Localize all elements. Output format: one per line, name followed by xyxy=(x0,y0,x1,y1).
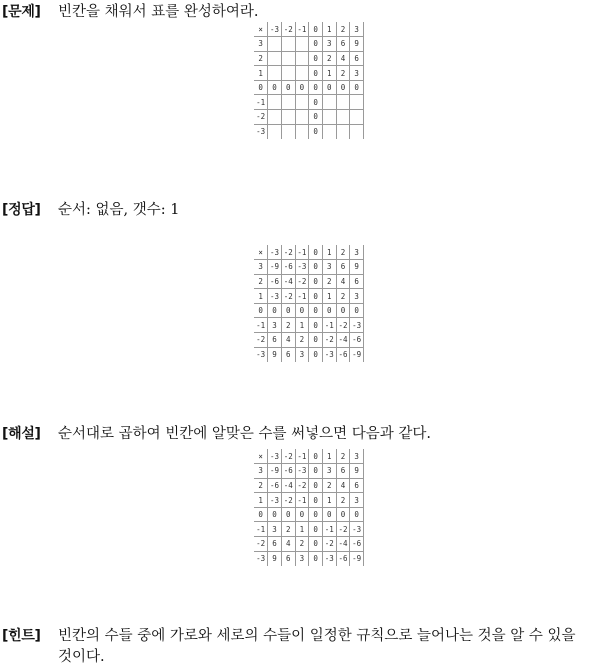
table-cell: 0 xyxy=(309,507,323,522)
table-cell: -6 xyxy=(281,260,295,275)
table-header-cell: -1 xyxy=(254,95,268,110)
table-cell: 1 xyxy=(295,522,309,537)
table-header-cell: -3 xyxy=(268,245,282,260)
table-row xyxy=(254,303,364,318)
table-cell: 3 xyxy=(322,260,336,275)
table-row xyxy=(254,333,364,348)
table-cell: 0 xyxy=(268,303,282,318)
table-cell: -2 xyxy=(295,274,309,289)
table-cell: -6 xyxy=(350,537,364,552)
table-cell: -6 xyxy=(268,478,282,493)
table-cell: 4 xyxy=(336,51,350,66)
table-cell: 6 xyxy=(350,478,364,493)
table-cell: 1 xyxy=(295,318,309,333)
table-cell: 2 xyxy=(295,333,309,348)
table-cell xyxy=(268,37,282,52)
table-cell: 4 xyxy=(336,478,350,493)
table-cell: 0 xyxy=(268,507,282,522)
table-header-cell: -1 xyxy=(254,522,268,537)
table-cell: 0 xyxy=(309,347,323,362)
solution-text: 순서대로 곱하여 빈칸에 알맞은 수를 써넣으면 다음과 같다. xyxy=(58,426,432,442)
table-cell: 2 xyxy=(322,51,336,66)
table-cell: -3 xyxy=(295,260,309,275)
table-cell: 3 xyxy=(350,66,364,81)
problem-text: 빈칸을 채워서 표를 완성하여라. xyxy=(58,4,259,20)
table-row xyxy=(254,318,364,333)
table-cell: -6 xyxy=(281,464,295,479)
solution-tag: [해설] xyxy=(2,426,41,442)
table-cell: 0 xyxy=(309,37,323,52)
table-row xyxy=(254,37,364,52)
table-header-cell: 3 xyxy=(254,464,268,479)
table-header-cell: 1 xyxy=(322,22,336,37)
table-cell xyxy=(295,37,309,52)
table-cell: 1 xyxy=(322,66,336,81)
table-cell: 6 xyxy=(336,37,350,52)
table-cell: 6 xyxy=(268,333,282,348)
table-cell: 0 xyxy=(336,303,350,318)
table-cell: 0 xyxy=(309,493,323,508)
table-cell: 4 xyxy=(336,274,350,289)
table-row xyxy=(254,80,364,95)
table-cell: -2 xyxy=(281,289,295,304)
table-cell: 2 xyxy=(322,274,336,289)
table-cell xyxy=(322,95,336,110)
table-cell xyxy=(281,95,295,110)
table-cell: 0 xyxy=(281,80,295,95)
table-cell: 6 xyxy=(336,260,350,275)
table-cell: 4 xyxy=(281,333,295,348)
table-cell: 3 xyxy=(350,289,364,304)
table-cell: 0 xyxy=(350,303,364,318)
table-row xyxy=(254,66,364,81)
table-cell: 3 xyxy=(295,551,309,566)
table-header-cell: 1 xyxy=(322,245,336,260)
table-header-cell: 3 xyxy=(254,37,268,52)
table-header-cell: 3 xyxy=(350,245,364,260)
table-row xyxy=(254,449,364,464)
table-cell: 0 xyxy=(336,507,350,522)
solution-table xyxy=(254,449,364,566)
table-header-cell: -3 xyxy=(254,124,268,139)
table-cell: -1 xyxy=(322,522,336,537)
table-cell: 0 xyxy=(309,124,323,139)
table-cell: 0 xyxy=(309,333,323,348)
table-header-cell: 1 xyxy=(254,289,268,304)
table-cell: 0 xyxy=(309,303,323,318)
table-row xyxy=(254,260,364,275)
table-header-cell: 0 xyxy=(309,245,323,260)
table-cell: 3 xyxy=(268,522,282,537)
table-cell: 0 xyxy=(295,80,309,95)
table-cell: 0 xyxy=(309,274,323,289)
table-cell: 0 xyxy=(281,507,295,522)
table-cell: -4 xyxy=(281,274,295,289)
table-cell: 0 xyxy=(268,80,282,95)
hint-tag: [힌트] xyxy=(2,628,41,644)
table-header-cell: 3 xyxy=(350,449,364,464)
table-cell: -6 xyxy=(336,347,350,362)
table-cell: -6 xyxy=(268,274,282,289)
table-cell: 0 xyxy=(309,464,323,479)
table-cell xyxy=(350,110,364,125)
table-cell: -4 xyxy=(336,333,350,348)
table-cell: 6 xyxy=(281,551,295,566)
table-header-cell: 2 xyxy=(254,274,268,289)
table-header-cell: 2 xyxy=(336,22,350,37)
table-row xyxy=(254,464,364,479)
table-cell xyxy=(336,124,350,139)
table-header-cell: 0 xyxy=(309,22,323,37)
table-cell: 6 xyxy=(350,274,364,289)
table-cell: 0 xyxy=(309,551,323,566)
table-header-cell: -1 xyxy=(295,245,309,260)
table-row xyxy=(254,245,364,260)
table-cell xyxy=(281,66,295,81)
problem-tag: [문제] xyxy=(2,4,41,20)
table-cell xyxy=(336,110,350,125)
table-cell xyxy=(268,66,282,81)
table-cell: 2 xyxy=(336,289,350,304)
table-header-cell: -3 xyxy=(268,449,282,464)
table-cell: -1 xyxy=(295,493,309,508)
table-cell: 0 xyxy=(322,507,336,522)
table-header-cell: -3 xyxy=(254,347,268,362)
table-cell xyxy=(295,124,309,139)
table-cell: 6 xyxy=(281,347,295,362)
table-header-cell: -1 xyxy=(295,449,309,464)
table-cell: -9 xyxy=(268,464,282,479)
table-cell xyxy=(268,124,282,139)
table-cell: 3 xyxy=(350,493,364,508)
table-header-cell: 2 xyxy=(254,478,268,493)
table-cell: -3 xyxy=(268,493,282,508)
table-cell xyxy=(281,51,295,66)
table-cell xyxy=(281,110,295,125)
table-row xyxy=(254,124,364,139)
table-header-cell: × xyxy=(254,245,268,260)
table-cell: 3 xyxy=(322,37,336,52)
table-header-cell: -2 xyxy=(254,537,268,552)
table-cell xyxy=(281,124,295,139)
table-cell: 4 xyxy=(281,537,295,552)
table-cell: -1 xyxy=(322,318,336,333)
table-cell: 2 xyxy=(295,537,309,552)
table-cell: -3 xyxy=(295,464,309,479)
table-cell xyxy=(268,95,282,110)
table-cell: -2 xyxy=(322,537,336,552)
table-row xyxy=(254,347,364,362)
table-cell: 0 xyxy=(309,51,323,66)
table-header-cell: 1 xyxy=(254,66,268,81)
table-cell: -6 xyxy=(350,333,364,348)
table-header-cell: -2 xyxy=(281,245,295,260)
table-row xyxy=(254,507,364,522)
table-cell: 0 xyxy=(322,303,336,318)
hint-text: 빈칸의 수들 중에 가로와 세로의 수들이 일정한 규칙으로 늘어나는 것을 알 수 있을 것이다. xyxy=(58,628,576,665)
table-cell: 2 xyxy=(281,318,295,333)
table-cell: 0 xyxy=(309,318,323,333)
table-cell: 3 xyxy=(322,464,336,479)
table-cell: 9 xyxy=(350,37,364,52)
table-cell: 9 xyxy=(268,347,282,362)
table-cell xyxy=(268,51,282,66)
table-cell: 0 xyxy=(309,522,323,537)
table-cell xyxy=(322,110,336,125)
table-cell xyxy=(350,95,364,110)
table-header-cell: 0 xyxy=(309,449,323,464)
table-cell: -9 xyxy=(350,551,364,566)
table-row xyxy=(254,522,364,537)
table-header-cell: -2 xyxy=(254,110,268,125)
table-row xyxy=(254,22,364,37)
table-cell: 1 xyxy=(322,493,336,508)
table-cell: -2 xyxy=(336,318,350,333)
table-cell: 0 xyxy=(309,66,323,81)
table-row xyxy=(254,110,364,125)
table-cell: 0 xyxy=(350,80,364,95)
table-header-cell: × xyxy=(254,449,268,464)
table-row xyxy=(254,537,364,552)
table-header-cell: 3 xyxy=(254,260,268,275)
table-cell: 0 xyxy=(281,303,295,318)
table-cell: 6 xyxy=(350,51,364,66)
table-cell: 6 xyxy=(268,537,282,552)
table-cell: -4 xyxy=(336,537,350,552)
table-row xyxy=(254,95,364,110)
table-cell xyxy=(295,110,309,125)
table-header-cell: 0 xyxy=(254,507,268,522)
table-cell: 0 xyxy=(309,537,323,552)
table-row xyxy=(254,51,364,66)
table-header-cell: × xyxy=(254,22,268,37)
table-cell: -3 xyxy=(322,347,336,362)
table-cell: -2 xyxy=(322,333,336,348)
table-header-cell: -2 xyxy=(281,449,295,464)
table-cell: 0 xyxy=(309,289,323,304)
table-cell: 0 xyxy=(309,95,323,110)
table-cell: 9 xyxy=(268,551,282,566)
table-cell: 2 xyxy=(336,66,350,81)
table-cell: 0 xyxy=(309,260,323,275)
table-cell: 6 xyxy=(336,464,350,479)
table-cell: 2 xyxy=(336,493,350,508)
table-cell xyxy=(350,124,364,139)
table-cell xyxy=(295,51,309,66)
table-cell xyxy=(281,37,295,52)
table-cell: -3 xyxy=(350,318,364,333)
answer-text: 순서: 없음, 갯수: 1 xyxy=(58,202,180,218)
answer-tag: [정답] xyxy=(2,202,41,218)
table-cell: -3 xyxy=(322,551,336,566)
problem-table xyxy=(254,22,364,139)
table-header-cell: 1 xyxy=(254,493,268,508)
table-cell: 0 xyxy=(309,80,323,95)
table-cell: 9 xyxy=(350,260,364,275)
table-cell: -2 xyxy=(336,522,350,537)
table-cell: 3 xyxy=(268,318,282,333)
table-row xyxy=(254,274,364,289)
table-cell: -3 xyxy=(350,522,364,537)
table-header-cell: 2 xyxy=(254,51,268,66)
table-row xyxy=(254,493,364,508)
table-cell: 0 xyxy=(295,303,309,318)
table-cell: 0 xyxy=(322,80,336,95)
table-cell: 9 xyxy=(350,464,364,479)
table-cell: 1 xyxy=(322,289,336,304)
table-row xyxy=(254,551,364,566)
table-header-cell: -1 xyxy=(254,318,268,333)
table-cell: -6 xyxy=(336,551,350,566)
table-cell xyxy=(268,110,282,125)
table-cell: -4 xyxy=(281,478,295,493)
table-cell: 0 xyxy=(295,507,309,522)
table-cell: 2 xyxy=(281,522,295,537)
table-header-cell: 0 xyxy=(254,80,268,95)
table-header-cell: 0 xyxy=(254,303,268,318)
table-row xyxy=(254,289,364,304)
table-cell: 2 xyxy=(322,478,336,493)
table-header-cell: -2 xyxy=(254,333,268,348)
table-cell xyxy=(295,66,309,81)
table-cell: -1 xyxy=(295,289,309,304)
table-header-cell: -1 xyxy=(295,22,309,37)
table-cell: -2 xyxy=(281,493,295,508)
table-cell: -9 xyxy=(268,260,282,275)
answer-table xyxy=(254,245,364,362)
table-cell xyxy=(295,95,309,110)
table-header-cell: 2 xyxy=(336,245,350,260)
table-cell: 0 xyxy=(336,80,350,95)
table-cell xyxy=(336,95,350,110)
table-cell: 0 xyxy=(350,507,364,522)
table-cell: -2 xyxy=(295,478,309,493)
table-cell: 0 xyxy=(309,478,323,493)
table-header-cell: 3 xyxy=(350,22,364,37)
table-header-cell: -3 xyxy=(268,22,282,37)
table-cell xyxy=(322,124,336,139)
table-cell: -9 xyxy=(350,347,364,362)
table-header-cell: 1 xyxy=(322,449,336,464)
table-header-cell: -2 xyxy=(281,22,295,37)
table-header-cell: -3 xyxy=(254,551,268,566)
table-cell: -3 xyxy=(268,289,282,304)
table-header-cell: 2 xyxy=(336,449,350,464)
table-cell: 0 xyxy=(309,110,323,125)
table-cell: 3 xyxy=(295,347,309,362)
table-row xyxy=(254,478,364,493)
